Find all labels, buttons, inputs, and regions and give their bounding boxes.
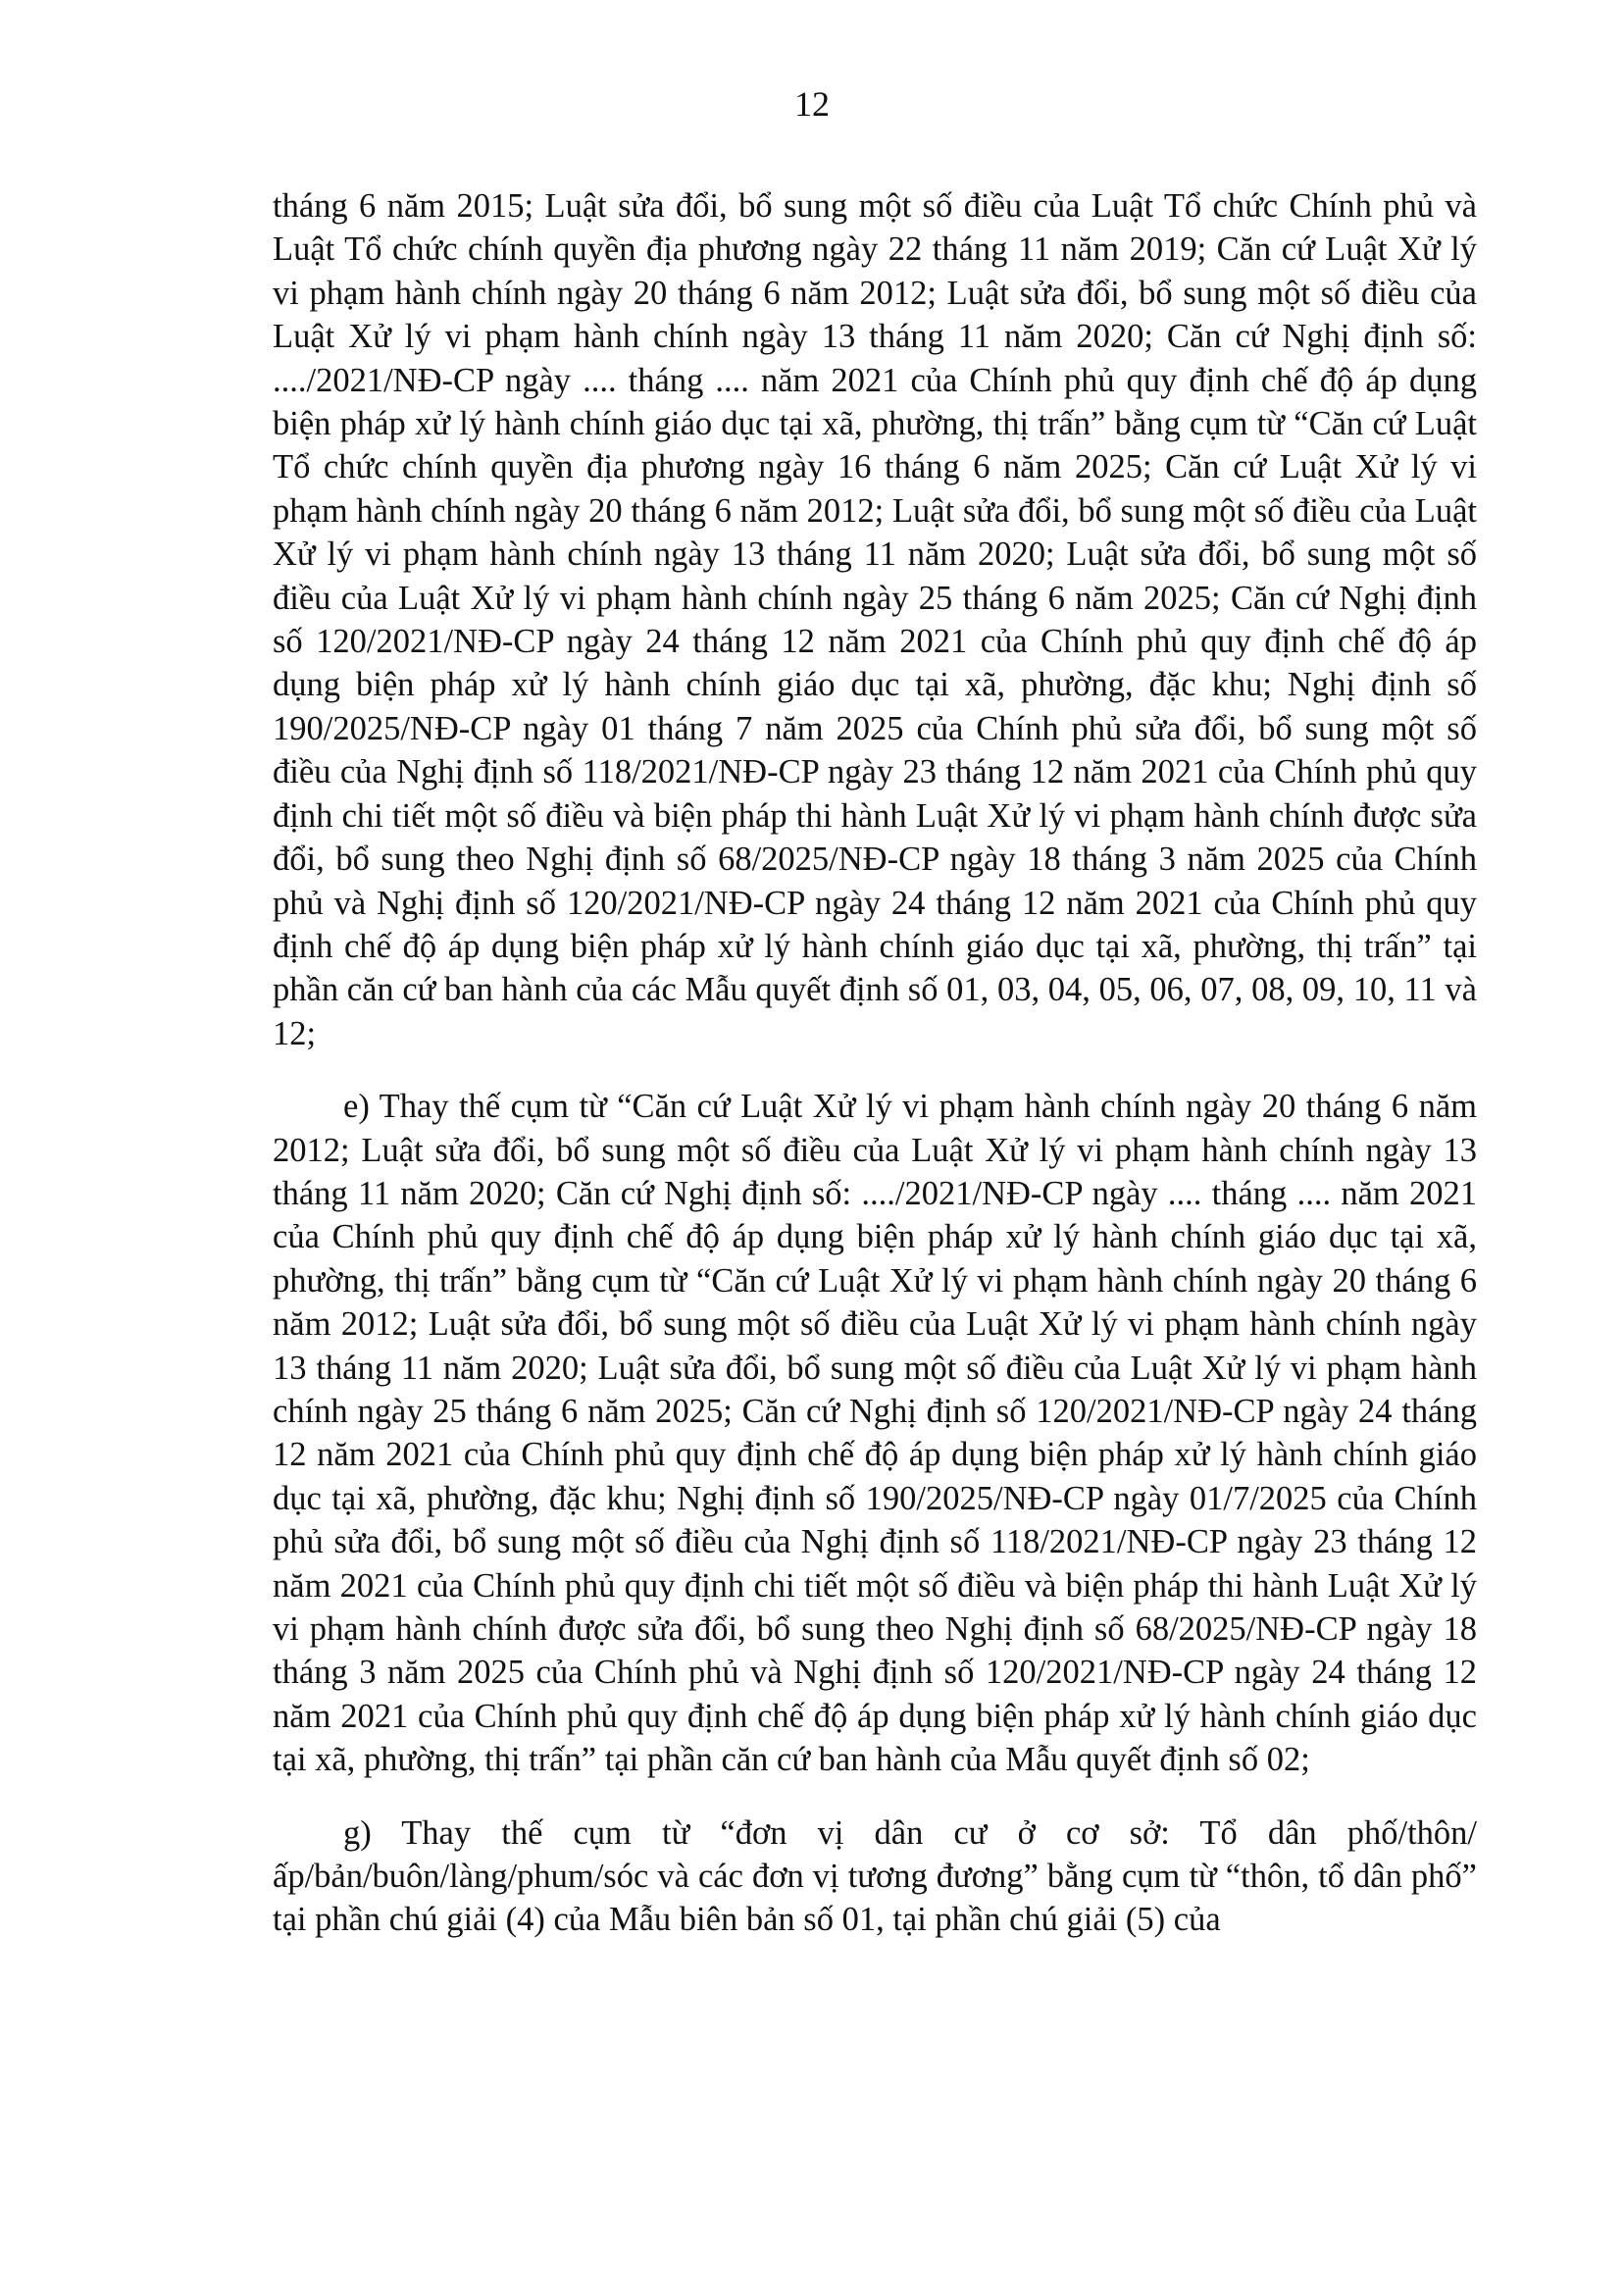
page-number: 12 xyxy=(794,84,830,124)
paragraph-item-g: g) Thay thế cụm từ “đơn vị dân cư ở cơ sở: Tổ dân phố/thôn/ấp/bản/buôn/làng/phum/sóc và các đơn vị tương đương” bằng cụm từ “thôn, tổ dân phố” tại phần chú giải (4) của Mẫu biên bản số 01, tại phần chú giải (5) của xyxy=(273,1813,1477,1939)
paragraph-continuation: tháng 6 năm 2015; Luật sửa đổi, bổ sung một số điều của Luật Tổ chức Chính phủ và Luật Tổ chức chính quyền địa phương ngày 22 tháng 11 năm 2019; Căn cứ Luật Xử lý vi phạm hành chính ngày 20 tháng 6 năm 2012; Luật sửa đổi, bổ sung một số điều của Luật Xử lý vi phạm hành chính ngày 13 tháng 11 năm 2020; Căn cứ Nghị định số: ..../2021/NĐ-CP ngày .... tháng .... năm 2021 của Chính phủ quy định chế độ áp dụng biện pháp xử lý hành chính giáo dục tại xã, phường, thị trấn” bằng cụm từ “Căn cứ Luật Tổ chức chính quyền địa phương ngày 16 tháng 6 năm 2025; Căn cứ Luật Xử lý vi phạm hành chính ngày 20 tháng 6 năm 2012; Luật sửa đổi, bổ sung một số điều của Luật Xử lý vi phạm hành chính ngày 13 tháng 11 năm 2020; Luật sửa đổi, bổ sung một số điều của Luật Xử lý vi phạm hành chính ngày 25 tháng 6 năm 2025; Căn cứ Nghị định số 120/2021/NĐ-CP ngày 24 tháng 12 năm 2021 của Chính phủ quy định chế độ áp dụng biện pháp xử lý hành chính giáo dục tại xã, phường, đặc khu; Nghị định số 190/2025/NĐ-CP ngày 01 tháng 7 năm 2025 của Chính phủ sửa đổi, bổ sung một số điều của Nghị định số 118/2021/NĐ-CP ngày 23 tháng 12 năm 2021 của Chính phủ quy định chi tiết một số điều và biện pháp thi hành Luật Xử lý vi phạm hành chính được sửa đổi, bổ sung theo Nghị định số 68/2025/NĐ-CP ngày 18 tháng 3 năm 2025 của Chính phủ và Nghị định số 120/2021/NĐ-CP ngày 24 tháng 12 năm 2021 của Chính phủ quy định chế độ áp dụng biện pháp xử lý hành chính giáo dục tại xã, phường, thị trấn” tại phần căn cứ ban hành của các Mẫu quyết định số 01, 03, 04, 05, 06, 07, 08, 09, 10, 11 và 12; xyxy=(273,187,1477,1052)
document-body xyxy=(273,184,1477,1942)
paragraph-item-e: e) Thay thế cụm từ “Căn cứ Luật Xử lý vi phạm hành chính ngày 20 tháng 6 năm 2012; Luật sửa đổi, bổ sung một số điều của Luật Xử lý vi phạm hành chính ngày 13 tháng 11 năm 2020; Căn cứ Nghị định số: ..../2021/NĐ-CP ngày .... tháng .... năm 2021 của Chính phủ quy định chế độ áp dụng biện pháp xử lý hành chính giáo dục tại xã, phường, thị trấn” bằng cụm từ “Căn cứ Luật Xử lý vi phạm hành chính ngày 20 tháng 6 năm 2012; Luật sửa đổi, bổ sung một số điều của Luật Xử lý vi phạm hành chính ngày 13 tháng 11 năm 2020; Luật sửa đổi, bổ sung một số điều của Luật Xử lý vi phạm hành chính ngày 25 tháng 6 năm 2025; Căn cứ Nghị định số 120/2021/NĐ-CP ngày 24 tháng 12 năm 2021 của Chính phủ quy định chế độ áp dụng biện pháp xử lý hành chính giáo dục tại xã, phường, đặc khu; Nghị định số 190/2025/NĐ-CP ngày 01/7/2025 của Chính phủ sửa đổi, bổ sung một số điều của Nghị định số 118/2021/NĐ-CP ngày 23 tháng 12 năm 2021 của Chính phủ quy định chi tiết một số điều và biện pháp thi hành Luật Xử lý vi phạm hành chính được sửa đổi, bổ sung theo Nghị định số 68/2025/NĐ-CP ngày 18 tháng 3 năm 2025 của Chính phủ và Nghị định số 120/2021/NĐ-CP ngày 24 tháng 12 năm 2021 của Chính phủ quy định chế độ áp dụng biện pháp xử lý hành chính giáo dục tại xã, phường, thị trấn” tại phần căn cứ ban hành của Mẫu quyết định số 02; xyxy=(273,1088,1477,1779)
